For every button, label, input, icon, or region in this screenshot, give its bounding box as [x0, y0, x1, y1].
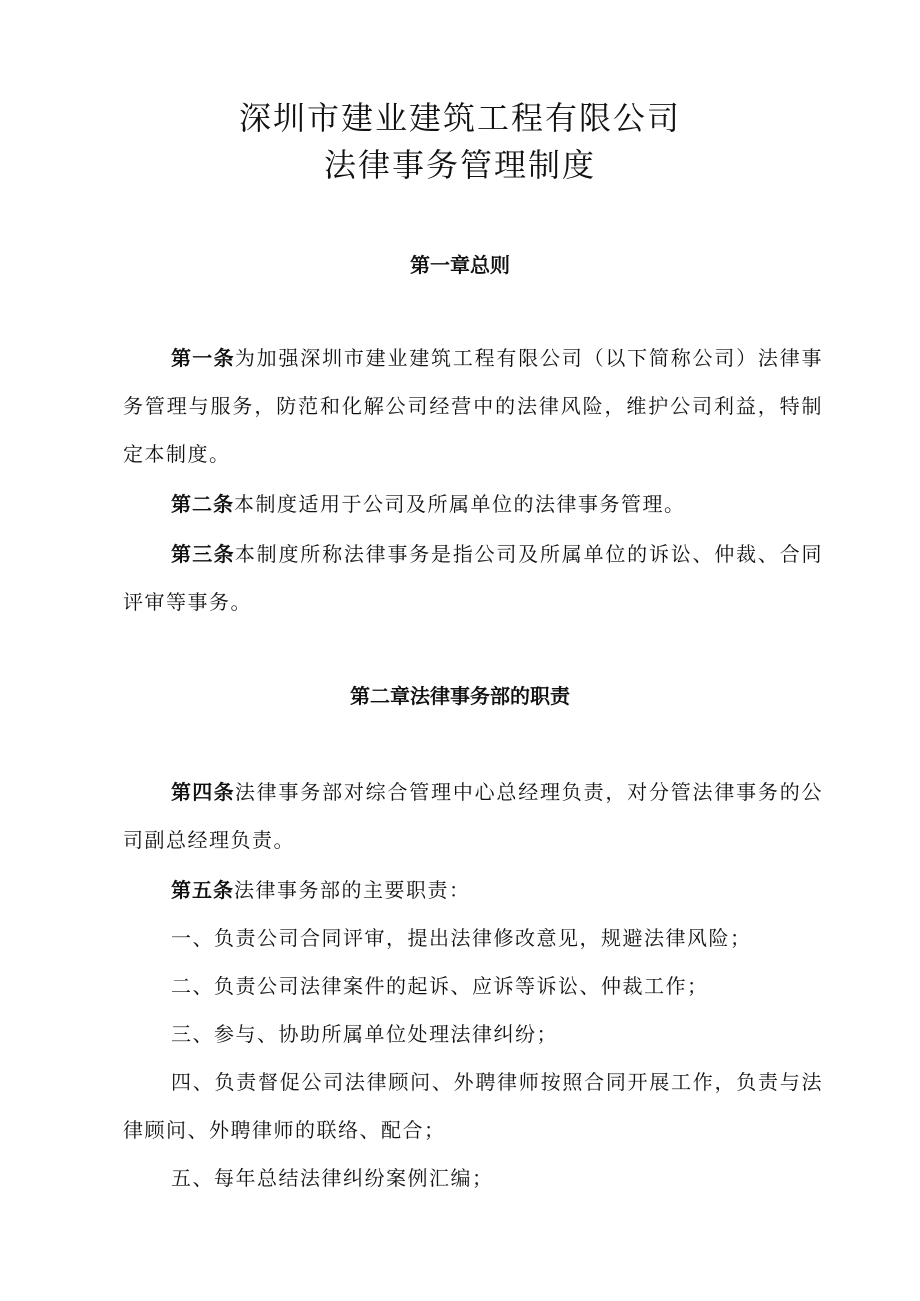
- list-item: 二、负责公司法律案件的起诉、应诉等诉讼、仲裁工作；: [171, 974, 709, 998]
- document-title-line1: 深圳市建业建筑工程有限公司: [238, 99, 681, 137]
- list-item: 五、每年总结法律纠纷案例汇编；: [171, 1166, 494, 1190]
- article-2: [123, 480, 823, 528]
- article-1-label: 第一条: [171, 346, 235, 370]
- article-4: [123, 768, 823, 864]
- article-2-label: 第二条: [171, 492, 234, 516]
- article-1-text: 为加强深圳市建业建筑工程有限公司（以下简称公司）法律事务管理与服务，防范和化解公司经营中的法律风险，维护公司利益，特制定本制度。: [123, 346, 824, 466]
- article-4-label: 第四条: [171, 780, 235, 804]
- document-title-line2: 法律事务管理制度: [323, 146, 596, 184]
- list-item: 一、负责公司合同评审，提出法律修改意见，规避法律风险；: [171, 926, 752, 950]
- article-5-label: 第五条: [171, 878, 234, 902]
- article-5: [123, 866, 823, 914]
- article-4-text: 法律事务部对综合管理中心总经理负责，对分管法律事务的公司副总经理负责。: [123, 780, 824, 852]
- list-item: 三、参与、协助所属单位处理法律纠纷；: [171, 1022, 558, 1046]
- article-1: [123, 334, 823, 478]
- list-item: 四、负责督促公司法律顾问、外聘律师按照合同开展工作，负责与法律顾问、外聘律师的联络、配合；: [123, 1070, 823, 1142]
- article-2-text: 本制度适用于公司及所属单位的法律事务管理。: [234, 492, 686, 516]
- article-3-text: 本制度所称法律事务是指公司及所属单位的诉讼、仲裁、合同评审等事务。: [123, 542, 824, 614]
- chapter-1-heading: 第一章总则: [410, 253, 510, 277]
- article-3: [123, 530, 823, 626]
- article-3-label: 第三条: [171, 542, 235, 566]
- chapter-2-heading: 第二章法律事务部的职责: [350, 684, 570, 708]
- article-5-text: 法律事务部的主要职责：: [234, 878, 471, 902]
